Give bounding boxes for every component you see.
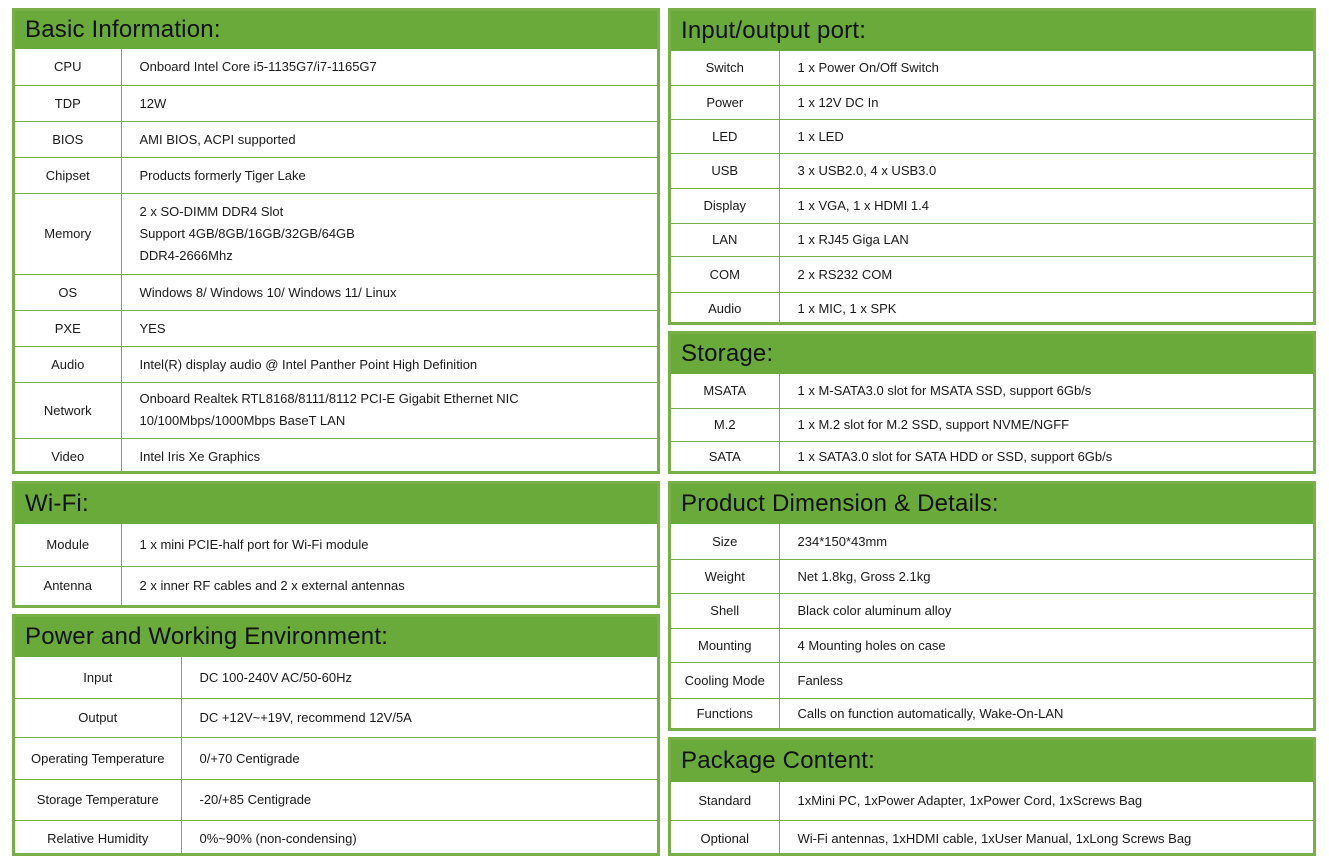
spec-value: 3 x USB2.0, 4 x USB3.0 bbox=[779, 153, 1313, 188]
spec-row bbox=[15, 310, 657, 346]
spec-value-line: 2 x SO-DIMM DDR4 Slot bbox=[139, 203, 284, 219]
product-dimension-panel bbox=[668, 481, 1316, 731]
spec-label: Audio bbox=[671, 292, 779, 325]
basic-information-panel bbox=[12, 8, 660, 474]
spec-value: 0%~90% (non-condensing) bbox=[181, 820, 657, 856]
package-content-panel bbox=[668, 737, 1316, 856]
spec-value: Calls on function automatically, Wake-On-LAN bbox=[779, 698, 1313, 728]
spec-value: DC +12V~+19V, recommend 12V/5A bbox=[181, 698, 657, 737]
spec-row bbox=[15, 779, 657, 820]
spec-label: Video bbox=[15, 438, 121, 474]
spec-value-line: Support 4GB/8GB/16GB/32GB/64GB bbox=[139, 225, 355, 241]
spec-value: 2 x RS232 COM bbox=[779, 256, 1313, 292]
spec-label: LAN bbox=[671, 223, 779, 256]
spec-value bbox=[121, 382, 657, 438]
spec-label: Module bbox=[15, 524, 121, 566]
product-dimension-table bbox=[671, 524, 1313, 728]
spec-label: Cooling Mode bbox=[671, 662, 779, 698]
spec-value: 1xMini PC, 1xPower Adapter, 1xPower Cord, 1xScrews Bag bbox=[779, 782, 1313, 820]
spec-value: 1 x VGA, 1 x HDMI 1.4 bbox=[779, 188, 1313, 223]
io-port-title: Input/output port: bbox=[671, 11, 1313, 51]
spec-label: PXE bbox=[15, 310, 121, 346]
spec-label: Optional bbox=[671, 820, 779, 856]
spec-row bbox=[15, 820, 657, 856]
io-port-table bbox=[671, 51, 1313, 325]
wifi-title: Wi-Fi: bbox=[15, 484, 657, 524]
spec-value: 1 x RJ45 Giga LAN bbox=[779, 223, 1313, 256]
spec-label: Memory bbox=[15, 193, 121, 274]
storage-title: Storage: bbox=[671, 334, 1313, 374]
spec-row bbox=[15, 121, 657, 157]
spec-value bbox=[121, 193, 657, 274]
spec-value: 2 x inner RF cables and 2 x external antennas bbox=[121, 566, 657, 605]
spec-label: Audio bbox=[15, 346, 121, 382]
spec-row bbox=[671, 408, 1313, 441]
spec-row bbox=[15, 524, 657, 566]
spec-label: Weight bbox=[671, 559, 779, 593]
spec-row bbox=[671, 119, 1313, 153]
spec-value: 1 x M-SATA3.0 slot for MSATA SSD, support 6Gb/s bbox=[779, 374, 1313, 408]
spec-row bbox=[671, 524, 1313, 559]
spec-row bbox=[15, 193, 657, 274]
io-port-panel bbox=[668, 8, 1316, 325]
spec-row bbox=[671, 662, 1313, 698]
spec-row bbox=[15, 49, 657, 85]
power-environment-title: Power and Working Environment: bbox=[15, 617, 657, 657]
spec-row bbox=[671, 374, 1313, 408]
spec-value: Windows 8/ Windows 10/ Windows 11/ Linux bbox=[121, 274, 657, 310]
spec-row bbox=[671, 593, 1313, 628]
spec-row bbox=[15, 737, 657, 779]
spec-row bbox=[671, 256, 1313, 292]
spec-row bbox=[671, 153, 1313, 188]
spec-row bbox=[15, 85, 657, 121]
spec-row bbox=[671, 292, 1313, 325]
spec-label: Standard bbox=[671, 782, 779, 820]
spec-row bbox=[671, 782, 1313, 820]
spec-label: Display bbox=[671, 188, 779, 223]
spec-value: Wi-Fi antennas, 1xHDMI cable, 1xUser Manual, 1xLong Screws Bag bbox=[779, 820, 1313, 856]
spec-row bbox=[671, 628, 1313, 662]
spec-label: Power bbox=[671, 85, 779, 119]
spec-value-line: DDR4-2666Mhz bbox=[139, 247, 233, 263]
spec-label: Mounting bbox=[671, 628, 779, 662]
spec-value: Black color aluminum alloy bbox=[779, 593, 1313, 628]
spec-value: Net 1.8kg, Gross 2.1kg bbox=[779, 559, 1313, 593]
spec-value: Intel(R) display audio @ Intel Panther Point High Definition bbox=[121, 346, 657, 382]
spec-label: Size bbox=[671, 524, 779, 559]
spec-value: 1 x mini PCIE-half port for Wi-Fi module bbox=[121, 524, 657, 566]
spec-row bbox=[671, 820, 1313, 856]
storage-table bbox=[671, 374, 1313, 472]
spec-value-line: Onboard Realtek RTL8168/8111/8112 PCI-E Gigabit Ethernet NIC bbox=[139, 391, 519, 406]
wifi-table bbox=[15, 524, 657, 605]
spec-row bbox=[15, 698, 657, 737]
spec-label: Functions bbox=[671, 698, 779, 728]
spec-label: Relative Humidity bbox=[15, 820, 181, 856]
spec-value: DC 100-240V AC/50-60Hz bbox=[181, 657, 657, 698]
spec-label: SATA bbox=[671, 441, 779, 472]
spec-label: Operating Temperature bbox=[15, 737, 181, 779]
spec-label: CPU bbox=[15, 49, 121, 85]
spec-label: Output bbox=[15, 698, 181, 737]
spec-row bbox=[15, 657, 657, 698]
spec-value: Intel Iris Xe Graphics bbox=[121, 438, 657, 474]
spec-value: 234*150*43mm bbox=[779, 524, 1313, 559]
spec-label: COM bbox=[671, 256, 779, 292]
spec-label: OS bbox=[15, 274, 121, 310]
product-dimension-title: Product Dimension & Details: bbox=[671, 484, 1313, 524]
spec-label: MSATA bbox=[671, 374, 779, 408]
spec-value: 1 x SATA3.0 slot for SATA HDD or SSD, support 6Gb/s bbox=[779, 441, 1313, 472]
spec-value: 0/+70 Centigrade bbox=[181, 737, 657, 779]
package-content-table bbox=[671, 782, 1313, 856]
spec-label: M.2 bbox=[671, 408, 779, 441]
spec-row bbox=[15, 274, 657, 310]
basic-information-table bbox=[15, 49, 657, 474]
spec-label: Input bbox=[15, 657, 181, 698]
spec-value-line: 10/100Mbps/1000Mbps BaseT LAN bbox=[139, 413, 346, 428]
spec-value: Fanless bbox=[779, 662, 1313, 698]
spec-row bbox=[671, 698, 1313, 728]
spec-label: TDP bbox=[15, 85, 121, 121]
spec-value: Products formerly Tiger Lake bbox=[121, 157, 657, 193]
spec-value: -20/+85 Centigrade bbox=[181, 779, 657, 820]
power-environment-table bbox=[15, 657, 657, 856]
spec-label: LED bbox=[671, 119, 779, 153]
basic-information-title: Basic Information: bbox=[15, 11, 657, 49]
package-content-title: Package Content: bbox=[671, 740, 1313, 782]
spec-row bbox=[671, 188, 1313, 223]
spec-row bbox=[15, 382, 657, 438]
spec-label: Storage Temperature bbox=[15, 779, 181, 820]
spec-row bbox=[671, 51, 1313, 85]
spec-value: YES bbox=[121, 310, 657, 346]
spec-value: 1 x Power On/Off Switch bbox=[779, 51, 1313, 85]
spec-row bbox=[671, 223, 1313, 256]
spec-value: Onboard Intel Core i5-1135G7/i7-1165G7 bbox=[121, 49, 657, 85]
power-environment-panel bbox=[12, 614, 660, 856]
spec-label: USB bbox=[671, 153, 779, 188]
spec-value: 4 Mounting holes on case bbox=[779, 628, 1313, 662]
spec-value: 1 x LED bbox=[779, 119, 1313, 153]
spec-label: Chipset bbox=[15, 157, 121, 193]
spec-value: 12W bbox=[121, 85, 657, 121]
spec-value: AMI BIOS, ACPI supported bbox=[121, 121, 657, 157]
spec-value: 1 x M.2 slot for M.2 SSD, support NVME/NGFF bbox=[779, 408, 1313, 441]
storage-panel bbox=[668, 331, 1316, 474]
spec-label: Switch bbox=[671, 51, 779, 85]
spec-row bbox=[671, 559, 1313, 593]
spec-label: BIOS bbox=[15, 121, 121, 157]
spec-row bbox=[671, 441, 1313, 472]
spec-row bbox=[15, 346, 657, 382]
spec-row bbox=[15, 566, 657, 605]
spec-row bbox=[15, 438, 657, 474]
spec-label: Antenna bbox=[15, 566, 121, 605]
spec-value: 1 x MIC, 1 x SPK bbox=[779, 292, 1313, 325]
wifi-panel bbox=[12, 481, 660, 608]
spec-label: Network bbox=[15, 382, 121, 438]
spec-row bbox=[671, 85, 1313, 119]
spec-value: 1 x 12V DC In bbox=[779, 85, 1313, 119]
spec-label: Shell bbox=[671, 593, 779, 628]
spec-row bbox=[15, 157, 657, 193]
